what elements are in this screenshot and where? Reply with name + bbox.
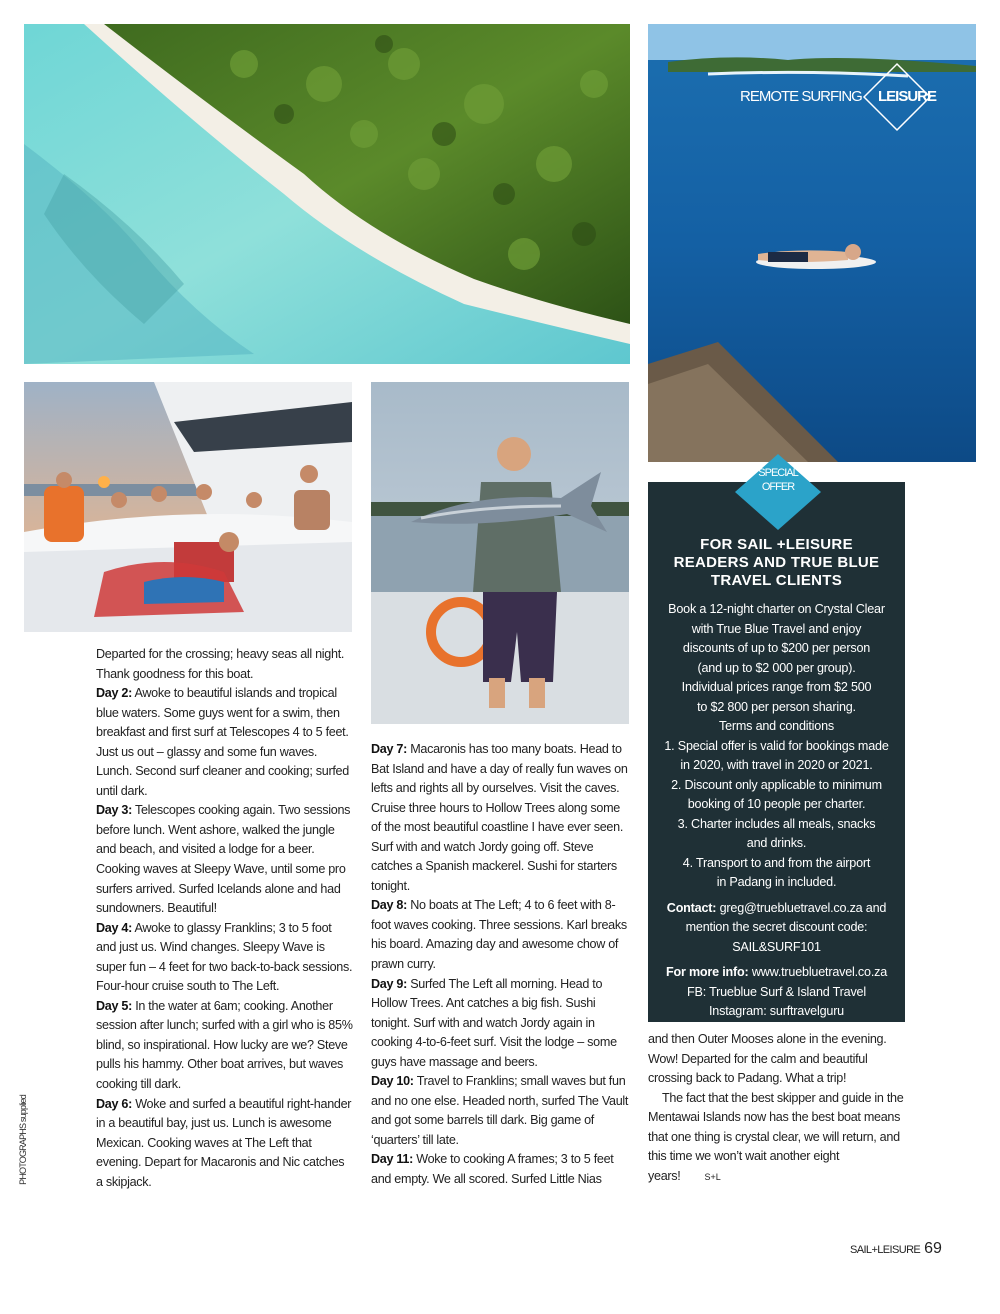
discount-code: SAIL&SURF101 [732, 939, 821, 954]
photo-credit: PHOTOGRAPHS supplied [18, 1095, 28, 1185]
section-tag-right: LEISURE [878, 88, 937, 105]
article-column-1 [96, 645, 354, 1192]
info-line: For more info: www.truebluetravel.co.za [665, 965, 888, 979]
page-number: 69 [924, 1240, 942, 1257]
section-tag-left: REMOTE SURFING [740, 88, 862, 105]
article-paragraph: Day 10: Travel to Franklins; small waves but fun and no one else. Headed north, surfed The Vault and got some barrels till dark. Big game of ‘quarters’ till late. [371, 1074, 629, 1147]
article-paragraph: Day 8: No boats at The Left; 4 to 6 feet with 8-foot waves cooking. Three sessions. Karl breaks his board. Amazing day and awesome chow of prawn curry. [371, 898, 627, 972]
man-holding-fish-photo [371, 382, 629, 724]
article-paragraph: Day 4: Awoke to glassy Franklins; 3 to 5 foot and just us. Wind changes. Sleepy Wave is super fun – 4 feet for two back-to-back sessions. Four-hour cruise south to The Left. [96, 920, 353, 994]
article-column-2 [371, 740, 633, 1190]
article-column-3 [648, 1030, 910, 1187]
article-paragraph: Departed for the crossing; heavy seas all night. Thank goodness for this boat. [96, 647, 345, 681]
article-paragraph: Day 6: Woke and surfed a beautiful right-hander in a beautiful bay, just us. Lunch is awesome Mexican. Cooking waves at The Left that evening. Depart for Macaronis and Nic catches a skipjack. [96, 1096, 352, 1189]
page-folio [850, 1240, 942, 1258]
offer-body: Book a 12-night charter on Crystal Clear with True Blue Travel and enjoy discounts of up to $200 per person (and up to $2 000 per group). Individual prices range from $2 500 to $2 800 per person sharing. Terms and conditions 1. Special offer is valid for bookings made in 2020, with travel in 2020 or 2021. 2. Discount only applicable to minimum booking of 10 people per charter. 3. Charter includes all meals, snacks and drinks. 4. Transport to and from the airport in Padang in included. Contact: greg@truebluetravel.co.za and mention the secret discount code: SAIL&SURF101 For more info: www.truebluetravel.co.za FB: Trueblue Surf & Island Travel Instagram: surftravelguru [654, 600, 899, 1022]
contact-line: Contact: greg@truebluetravel.co.za and [666, 900, 887, 915]
info-url-link[interactable]: www.truebluetravel.co.za [751, 965, 888, 979]
special-offer-box [648, 482, 905, 1022]
boat-deck-sunset-photo [24, 382, 352, 632]
article-paragraph: Day 3: Telescopes cooking again. Two sessions before lunch. Went ashore, walked the jungle and beach, and visited a lodge for a beer. Cooking waves at Sleepy Wave, until some pro surfers arrived. Surfed Icelands alone and had sundowners. Beautiful! [96, 803, 351, 916]
article-paragraph: Day 2: Awoke to beautiful islands and tropical blue waters. Some guys went for a swim, then breakfast and first surf at Telescopes 4 to 5 feet. Just us out – glassy and some fun waves. Lunch. Second surf cleaner and cooking; surfed until dark. [96, 686, 349, 798]
terms-heading: Terms and conditions [718, 719, 834, 733]
article-paragraph: Day 5: In the water at 6am; cooking. Another session after lunch; surfed with a girl who is 85% blind, so inspirational. How lucky are we? Steve pulls his hammy. Other boat arrives, but waves cooking till dark. [96, 998, 353, 1092]
contact-email[interactable]: greg@truebluetravel.co.za and [719, 900, 887, 915]
offer-title: FOR SAIL +LEISURE READERS AND TRUE BLUE TRAVEL CLIENTS [673, 536, 880, 589]
aerial-island-photo [24, 24, 630, 364]
end-mark: S+L [704, 1171, 721, 1182]
special-offer-badge-text: SPECIAL OFFER [758, 467, 798, 493]
article-paragraph: Day 11: Woke to cooking A frames; 3 to 5 feet and empty. We all scored. Surfed Little Nias [371, 1152, 614, 1187]
article-paragraph: The fact that the best skipper and guide in the Mentawai Islands now has the best boat means that one thing is crystal clear, we will return, and this time we won’t wait another eight years! S+L [648, 1090, 904, 1183]
folio-label: SAIL+LEISURE [850, 1244, 921, 1256]
article-paragraph: and then Outer Mooses alone in the evening. Wow! Departed for the calm and beautiful crossing back to Padang. What a trip! [648, 1032, 887, 1086]
article-paragraph: Day 7: Macaronis has too many boats. Head to Bat Island and have a day of really fun waves on lefts and rights all by ourselves. Visit the caves. Cruise three hours to Hollow Trees along some of the most beautiful coastline I have ever seen. Surf with and watch Jordy going off. Steve catches a Spanish mackerel. Sushi for starters tonight. [371, 742, 628, 893]
section-tag [740, 80, 972, 114]
article-paragraph: Day 9: Surfed The Left all morning. Head to Hollow Trees. Ant catches a big fish. Sushi tonight. Surf with and watch Jordy again in cooking 4-to-6-feet surf. Visit the lodge – some guys have massage and beers. [371, 976, 617, 1069]
